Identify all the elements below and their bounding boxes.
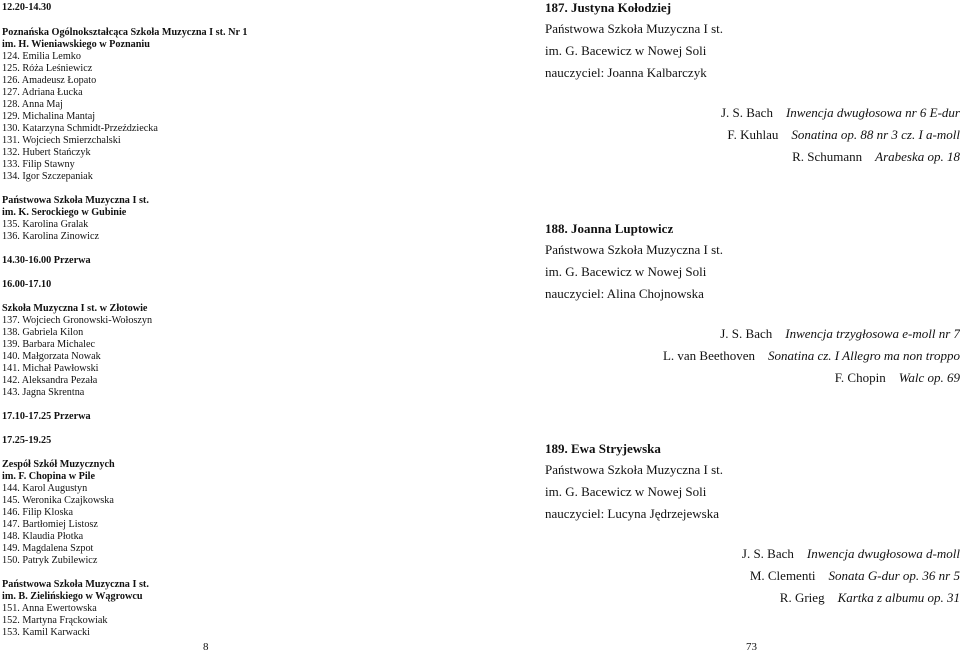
- student-entry: 130. Katarzyna Schmidt-Przeździecka: [2, 123, 158, 134]
- student-entry: 150. Patryk Zubilewicz: [2, 555, 98, 566]
- student-list: [2, 483, 302, 567]
- repertoire-item: [663, 345, 960, 367]
- performer-teacher: nauczyciel: Lucyna Jędrzejewska: [545, 506, 719, 521]
- performer-block: [545, 439, 960, 605]
- student-entry: 136. Karolina Zinowicz: [2, 231, 100, 242]
- repertoire-item: [742, 565, 960, 587]
- student-entry: 144. Karol Augustyn: [2, 483, 88, 494]
- work-title: Sonatina cz. I Allegro ma non troppo: [768, 348, 960, 363]
- composer: R. Schumann: [792, 149, 863, 164]
- student-list: [2, 219, 302, 243]
- time-slot-2: 16.00-17.10: [2, 279, 52, 290]
- school-patron: im. F. Chopina w Pile: [2, 471, 96, 482]
- student-entry: 149. Magdalena Szpot: [2, 543, 94, 554]
- work-title: Kartka z albumu op. 31: [837, 590, 960, 605]
- repertoire-item: [742, 587, 960, 609]
- school-name: Państwowa Szkoła Muzyczna I st.: [2, 579, 149, 590]
- student-entry: 153. Kamil Karwacki: [2, 627, 90, 638]
- student-list: [2, 315, 302, 399]
- work-title: Sonata G-dur op. 36 nr 5: [828, 568, 960, 583]
- school-patron: im. K. Serockiego w Gubinie: [2, 207, 127, 218]
- work-title: Walc op. 69: [898, 370, 960, 385]
- student-entry: 140. Małgorzata Nowak: [2, 351, 101, 362]
- student-entry: 135. Karolina Gralak: [2, 219, 89, 230]
- performer-teacher: nauczyciel: Alina Chojnowska: [545, 286, 704, 301]
- performer-block: [545, 0, 960, 164]
- break-2: 17.10-17.25 Przerwa: [2, 411, 91, 422]
- student-entry: 147. Bartłomiej Listosz: [2, 519, 98, 530]
- school-name: Szkoła Muzyczna I st. w Złotowie: [2, 303, 148, 314]
- student-entry: 132. Hubert Stańczyk: [2, 147, 91, 158]
- work-title: Inwencja dwugłosowa d-moll: [806, 546, 960, 561]
- performer-patron: im. G. Bacewicz w Nowej Soli: [545, 264, 707, 279]
- composer: R. Grieg: [779, 590, 825, 605]
- performer-teacher: nauczyciel: Joanna Kalbarczyk: [545, 65, 707, 80]
- composer: J. S. Bach: [741, 546, 794, 561]
- performer-name: 188. Joanna Luptowicz: [545, 221, 674, 236]
- performer-block: [545, 219, 960, 385]
- school-patron: im. H. Wieniawskiego w Poznaniu: [2, 39, 150, 50]
- student-entry: 131. Wojciech Smierzchalski: [2, 135, 121, 146]
- repertoire-list: [742, 543, 960, 609]
- school-name: Zespół Szkół Muzycznych: [2, 459, 115, 470]
- repertoire-item: [721, 102, 960, 124]
- student-entry: 128. Anna Maj: [2, 99, 63, 110]
- student-entry: 126. Amadeusz Łopato: [2, 75, 97, 86]
- school-patron: im. B. Zielińskiego w Wągrowcu: [2, 591, 143, 602]
- page-number-left: 8: [203, 641, 209, 653]
- composer: F. Chopin: [834, 370, 886, 385]
- composer: F. Kuhlau: [727, 127, 779, 142]
- repertoire-item: [721, 146, 960, 168]
- performer-patron: im. G. Bacewicz w Nowej Soli: [545, 484, 707, 499]
- student-entry: 151. Anna Ewertowska: [2, 603, 97, 614]
- student-list: [2, 51, 302, 183]
- performer-patron: im. G. Bacewicz w Nowej Soli: [545, 43, 707, 58]
- performer-school: Państwowa Szkoła Muzyczna I st.: [545, 242, 723, 257]
- school-name: Państwowa Szkoła Muzyczna I st.: [2, 195, 149, 206]
- student-entry: 139. Barbara Michalec: [2, 339, 96, 350]
- student-entry: 146. Filip Kloska: [2, 507, 74, 518]
- work-title: Inwencja trzygłosowa e-moll nr 7: [785, 326, 960, 341]
- time-slot-3: 17.25-19.25: [2, 435, 52, 446]
- left-page-schedule: [2, 0, 302, 639]
- student-entry: 143. Jagna Skrentna: [2, 387, 85, 398]
- composer: J. S. Bach: [720, 326, 773, 341]
- performer-name: 187. Justyna Kołodziej: [545, 0, 672, 15]
- work-title: Sonatina op. 88 nr 3 cz. I a-moll: [791, 127, 960, 142]
- break-1: 14.30-16.00 Przerwa: [2, 255, 91, 266]
- student-entry: 129. Michalina Mantaj: [2, 111, 96, 122]
- student-entry: 152. Martyna Frąckowiak: [2, 615, 108, 626]
- performer-name: 189. Ewa Stryjewska: [545, 441, 661, 456]
- repertoire-item: [721, 124, 960, 146]
- student-entry: 148. Klaudia Płotka: [2, 531, 84, 542]
- student-list: [2, 603, 302, 639]
- repertoire-list: [721, 102, 960, 168]
- time-slot-1: 12.20-14.30: [2, 2, 52, 13]
- performer-school: Państwowa Szkoła Muzyczna I st.: [545, 21, 723, 36]
- student-entry: 137. Wojciech Gronowski-Wołoszyn: [2, 315, 153, 326]
- repertoire-item: [663, 367, 960, 389]
- composer: M. Clementi: [749, 568, 816, 583]
- student-entry: 142. Aleksandra Pezała: [2, 375, 98, 386]
- student-entry: 141. Michał Pawłowski: [2, 363, 99, 374]
- composer: L. van Beethoven: [662, 348, 755, 363]
- student-entry: 133. Filip Stawny: [2, 159, 75, 170]
- repertoire-item: [742, 543, 960, 565]
- performer-school: Państwowa Szkoła Muzyczna I st.: [545, 462, 723, 477]
- work-title: Inwencja dwugłosowa nr 6 E-dur: [785, 105, 960, 120]
- repertoire-item: [663, 323, 960, 345]
- student-entry: 138. Gabriela Kilon: [2, 327, 84, 338]
- composer: J. S. Bach: [720, 105, 773, 120]
- student-entry: 125. Róża Leśniewicz: [2, 63, 93, 74]
- repertoire-list: [663, 323, 960, 389]
- student-entry: 124. Emilia Lemko: [2, 51, 81, 62]
- work-title: Arabeska op. 18: [875, 149, 960, 164]
- student-entry: 145. Weronika Czajkowska: [2, 495, 114, 506]
- school-name: Poznańska Ogólnokształcąca Szkoła Muzyczna I st. Nr 1: [2, 27, 248, 38]
- page-number-right: 73: [746, 641, 757, 653]
- student-entry: 134. Igor Szczepaniak: [2, 171, 93, 182]
- student-entry: 127. Adriana Łucka: [2, 87, 83, 98]
